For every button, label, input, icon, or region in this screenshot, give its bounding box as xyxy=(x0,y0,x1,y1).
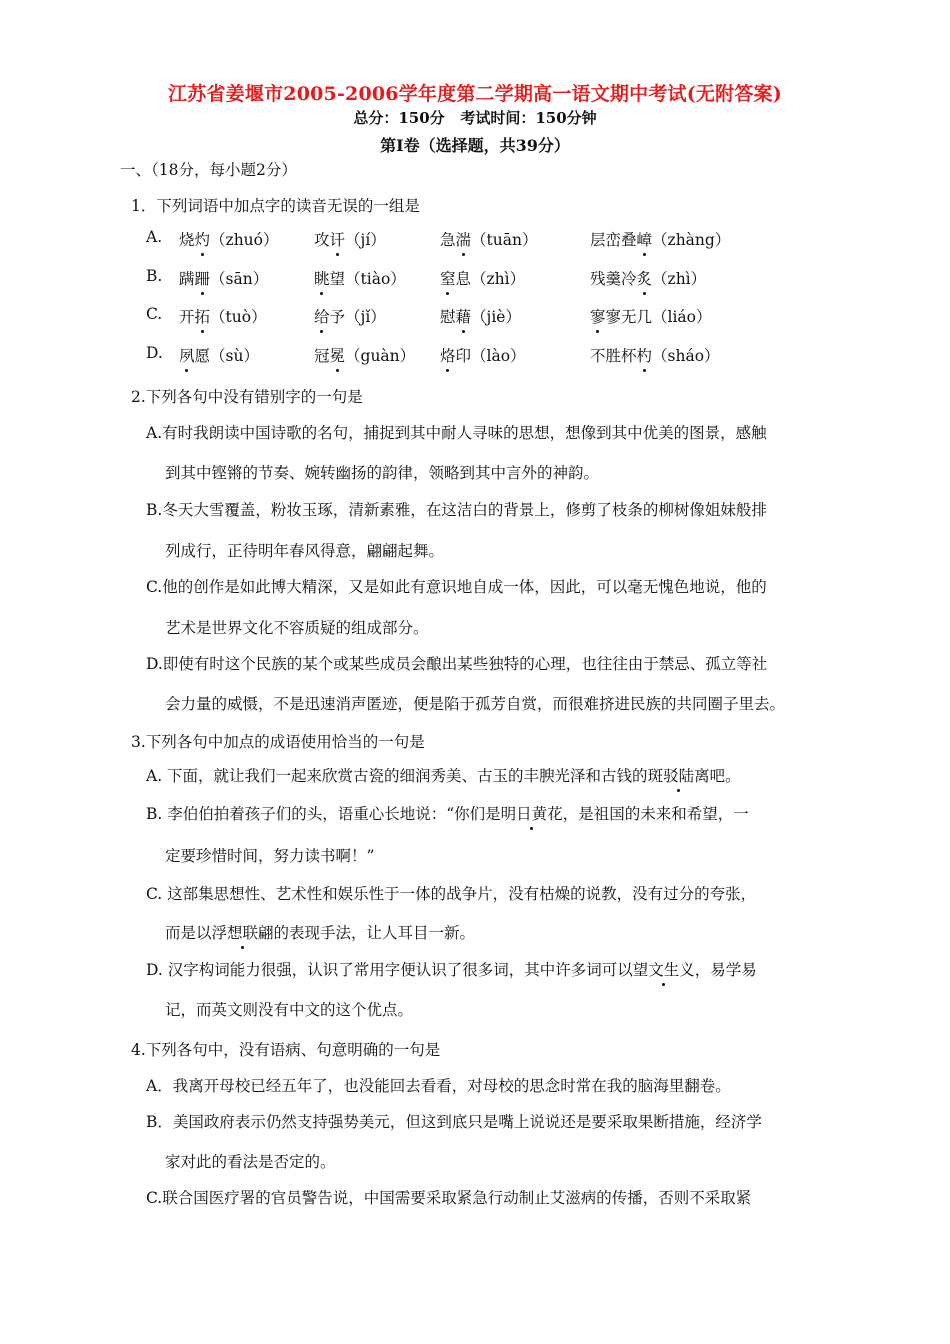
q2-option-b-line1: B.冬天大雪覆盖，粉妆玉琢，清新素雅，在这洁白的背景上，修剪了枝条的柳树像姐妹般排 xyxy=(146,501,767,519)
q1-word: 寥寥无几（liáo） xyxy=(590,305,712,327)
dotted-char: 灼 xyxy=(195,228,211,250)
dotted-char: 窒 xyxy=(440,267,456,289)
q2-option-b-line2: 列成行，正待明年春风得意，翩翩起舞。 xyxy=(165,542,445,560)
dotted-char: 冕 xyxy=(330,344,346,366)
q3-option-d-line1: D. 汉字构词能力很强，认识了常用字便认识了很多词，其中许多词可以望文生义，易学易 xyxy=(146,958,757,980)
q1-word: 开拓（tuò） xyxy=(179,305,267,327)
q1-word: 夙愿（sù） xyxy=(179,344,259,366)
volume-heading: 第Ⅰ卷（选择题，共39分） xyxy=(380,136,570,155)
dotted-char: 给 xyxy=(314,305,330,327)
option-label: D. xyxy=(146,344,163,362)
q1-word: 急湍（tuān） xyxy=(440,228,537,250)
q4-option-a: A．我离开母校已经五年了，也没能回去看看，对母校的思念时常在我的脑海里翻卷。 xyxy=(146,1077,731,1095)
q3-option-b-line1: B. 李伯伯拍着孩子们的头，语重心长地说：“你们是明日黄花，是祖国的未来和希望，一 xyxy=(146,802,749,824)
q2-option-d-line2: 会力量的威慑，不是迅速消声匿迹，便是陷于孤芳自赏，而很难挤进民族的共同圈子里去。 xyxy=(165,695,786,713)
q2-option-a-line2: 到其中铿锵的节奏、婉转幽扬的韵律，领略到其中言外的神韵。 xyxy=(165,464,600,482)
q2-option-a-line1: A.有时我朗读中国诗歌的名句，捕捉到其中耐人寻味的思想，想像到其中优美的图景，感触 xyxy=(146,424,767,442)
q1-word: 蹒跚（sān） xyxy=(179,267,268,289)
q3-option-c-line1: C. 这部集思想性、艺术性和娱乐性于一体的战争片，没有枯燥的说教，没有过分的夸张， xyxy=(146,885,757,903)
q1-word: 残羹冷炙（zhì） xyxy=(590,267,706,289)
q1-word: 窒息（zhì） xyxy=(440,267,525,289)
exam-subtitle: 总分：150分 考试时间：150分钟 xyxy=(353,109,597,127)
q2-option-c-line2: 艺术是世界文化不容质疑的组成部分。 xyxy=(165,619,429,637)
dotted-char: 烙 xyxy=(440,344,456,366)
q1-word: 眺望（tiào） xyxy=(314,267,406,289)
q1-word: 慰藉（jiè） xyxy=(440,305,521,327)
dotted-idiom: 望文生义 xyxy=(633,958,695,980)
question-1-stem: 1．下列词语中加点字的读音无误的一组是 xyxy=(131,197,420,215)
question-4-stem: 4.下列各句中，没有语病、句意明确的一句是 xyxy=(131,1041,441,1059)
q1-word: 不胜杯杓（sháo） xyxy=(590,344,720,366)
q4-option-c-line1: C.联合国医疗署的官员警告说，中国需要采取紧急行动制止艾滋病的传播，否则不采取紧 xyxy=(146,1189,752,1207)
q1-word: 给予（jǐ） xyxy=(314,305,386,327)
q1-word: 冠冕（guàn） xyxy=(314,344,415,366)
dotted-char: 藉 xyxy=(456,305,472,327)
q1-word: 烧灼（zhuó） xyxy=(179,228,279,250)
dotted-idiom: 斑驳陆离 xyxy=(648,764,710,786)
q1-word: 攻讦（jí） xyxy=(314,228,386,250)
option-label: C. xyxy=(146,305,163,323)
question-2-stem: 2.下列各句中没有错别字的一句是 xyxy=(131,388,363,406)
q3-option-a: A. 下面，就让我们一起来欣赏古瓷的细润秀美、古玉的丰腴光泽和古钱的斑驳陆离吧。 xyxy=(146,764,741,786)
q1-word: 层峦叠嶂（zhàng） xyxy=(590,228,730,250)
dotted-char: 杓 xyxy=(637,344,653,366)
dotted-char: 讦 xyxy=(330,228,346,250)
dotted-char: 跚 xyxy=(195,267,211,289)
exam-title: 江苏省姜堰市2005-2006学年度第二学期高一语文期中考试(无附答案) xyxy=(168,83,782,105)
dotted-char: 嶂 xyxy=(637,228,653,250)
option-label: B. xyxy=(146,267,163,285)
q2-option-d-line1: D.即使有时这个民族的某个或某些成员会酿出某些独特的心理，也往往由于禁忌、孤立等社 xyxy=(146,655,768,673)
section-heading: 一、（18分，每小题2分） xyxy=(120,161,297,179)
q3-option-b-line2: 定要珍惜时间，努力读书啊！” xyxy=(165,847,375,865)
dotted-char: 炙 xyxy=(637,267,653,289)
q4-option-b-line1: B．美国政府表示仍然支持强势美元，但这到底只是嘴上说说还是要采取果断措施，经济学 xyxy=(146,1113,762,1131)
q3-option-d-line2: 记，而英文则没有中文的这个优点。 xyxy=(165,1001,414,1019)
dotted-char: 眺 xyxy=(314,267,330,289)
dotted-char: 夙 xyxy=(179,344,195,366)
dotted-char: 寥 xyxy=(590,305,606,327)
q3-option-c-line2: 而是以浮想联翩的表现手法，让人耳目一新。 xyxy=(165,921,475,943)
q2-option-c-line1: C.他的创作是如此博大精深，又是如此有意识地自成一体，因此，可以毫无愧色地说，他的 xyxy=(146,578,767,596)
dotted-char: 湍 xyxy=(456,228,472,250)
option-label: A. xyxy=(146,228,163,246)
dotted-idiom: 浮想联翩 xyxy=(212,921,274,943)
q4-option-b-line2: 家对此的看法是否定的。 xyxy=(165,1153,336,1171)
dotted-idiom: 明日黄花 xyxy=(501,802,563,824)
question-3-stem: 3.下列各句中加点的成语使用恰当的一句是 xyxy=(131,733,425,751)
q1-word: 烙印（lào） xyxy=(440,344,526,366)
dotted-char: 拓 xyxy=(195,305,211,327)
